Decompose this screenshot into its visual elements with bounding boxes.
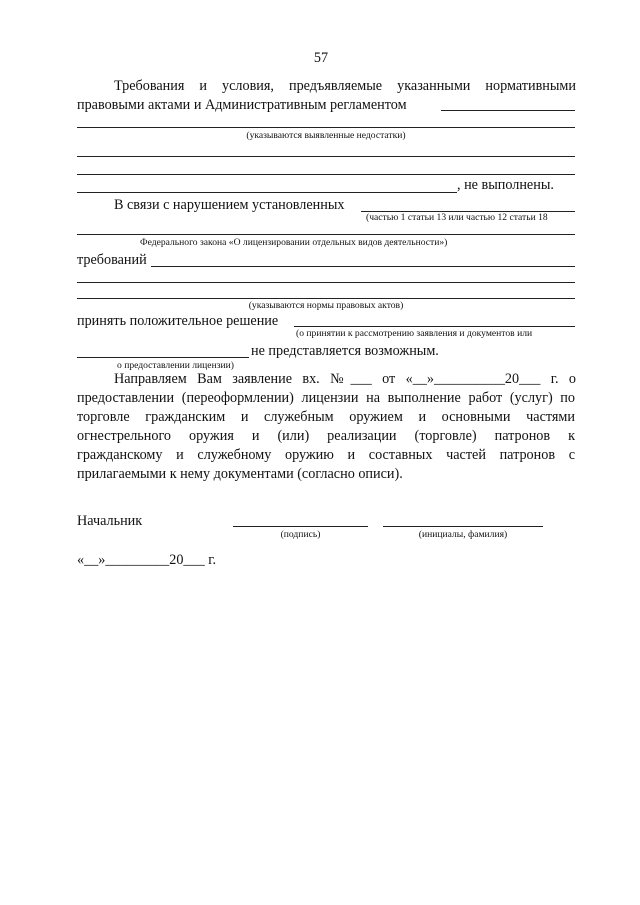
para4-line-4: огнестрельного оружия и (или) реализации (торговле) патронов к (77, 428, 575, 444)
para2-blank-line-b[interactable] (77, 282, 575, 283)
name-caption: (инициалы, фамилия) (418, 529, 508, 540)
para2-blank-line-a[interactable] (151, 266, 575, 267)
para4-last-line: прилагаемыми к нему документами (согласно описи). (77, 466, 403, 482)
para1-blank-line-d[interactable] (77, 192, 457, 193)
para1-line1: Требования и условия, предъявляемые указанными нормативными (114, 78, 576, 94)
para2-caption-1: (частью 1 статьи 13 или частью 12 статьи 18 (366, 212, 548, 223)
para2-word: требований (77, 252, 147, 268)
para1-caption: (указываются выявленные недостатки) (246, 130, 406, 141)
para1-end: , не выполнены. (457, 177, 554, 193)
para1-blank-line-b[interactable] (77, 156, 575, 157)
para2-caption-2: Федерального закона «О лицензировании отдельных видов деятельности») (140, 237, 448, 248)
page-number: 57 (313, 50, 329, 66)
para3-blank-decision[interactable] (294, 326, 575, 327)
signature-blank[interactable] (233, 526, 368, 527)
signature-title: Начальник (77, 513, 143, 529)
para2-blank-line-c[interactable] (77, 298, 575, 299)
para4-line-5: гражданскому и служебному оружию и составных частей патронов с (77, 447, 575, 463)
name-blank[interactable] (383, 526, 543, 527)
signature-caption: (подпись) (280, 529, 321, 540)
para1-blank-line-a[interactable] (77, 127, 575, 128)
para3-caption-1: (о принятии к рассмотрению заявления и документов или (296, 328, 533, 339)
para2-caption-3: (указываются нормы правовых актов) (248, 300, 404, 311)
para1-blank-line-c[interactable] (77, 174, 575, 175)
para2-blank-law[interactable] (77, 234, 575, 235)
para1-line2: правовыми актами и Административным регламентом (77, 97, 407, 113)
para3-blank-license[interactable] (77, 357, 249, 358)
para3-caption-2: о предоставлении лицензии) (117, 360, 234, 371)
para3-lead: принять положительное решение (77, 313, 279, 329)
date-line[interactable]: «__»_________20___ г. (77, 552, 216, 568)
para1-blank-regulation[interactable] (441, 110, 575, 111)
para3-end: не представляется возможным. (251, 343, 439, 359)
para4-line-1: Направляем Вам заявление вх. №___ от «__»__________20___ г. о (114, 371, 576, 387)
para4-line-3: торговле гражданским и служебным оружием и основными частями (77, 409, 575, 425)
para4-line-2: предоставлении (переоформлении) лицензии на выполнение работ (услуг) по (77, 390, 575, 406)
para2-lead: В связи с нарушением установленных (114, 197, 345, 213)
